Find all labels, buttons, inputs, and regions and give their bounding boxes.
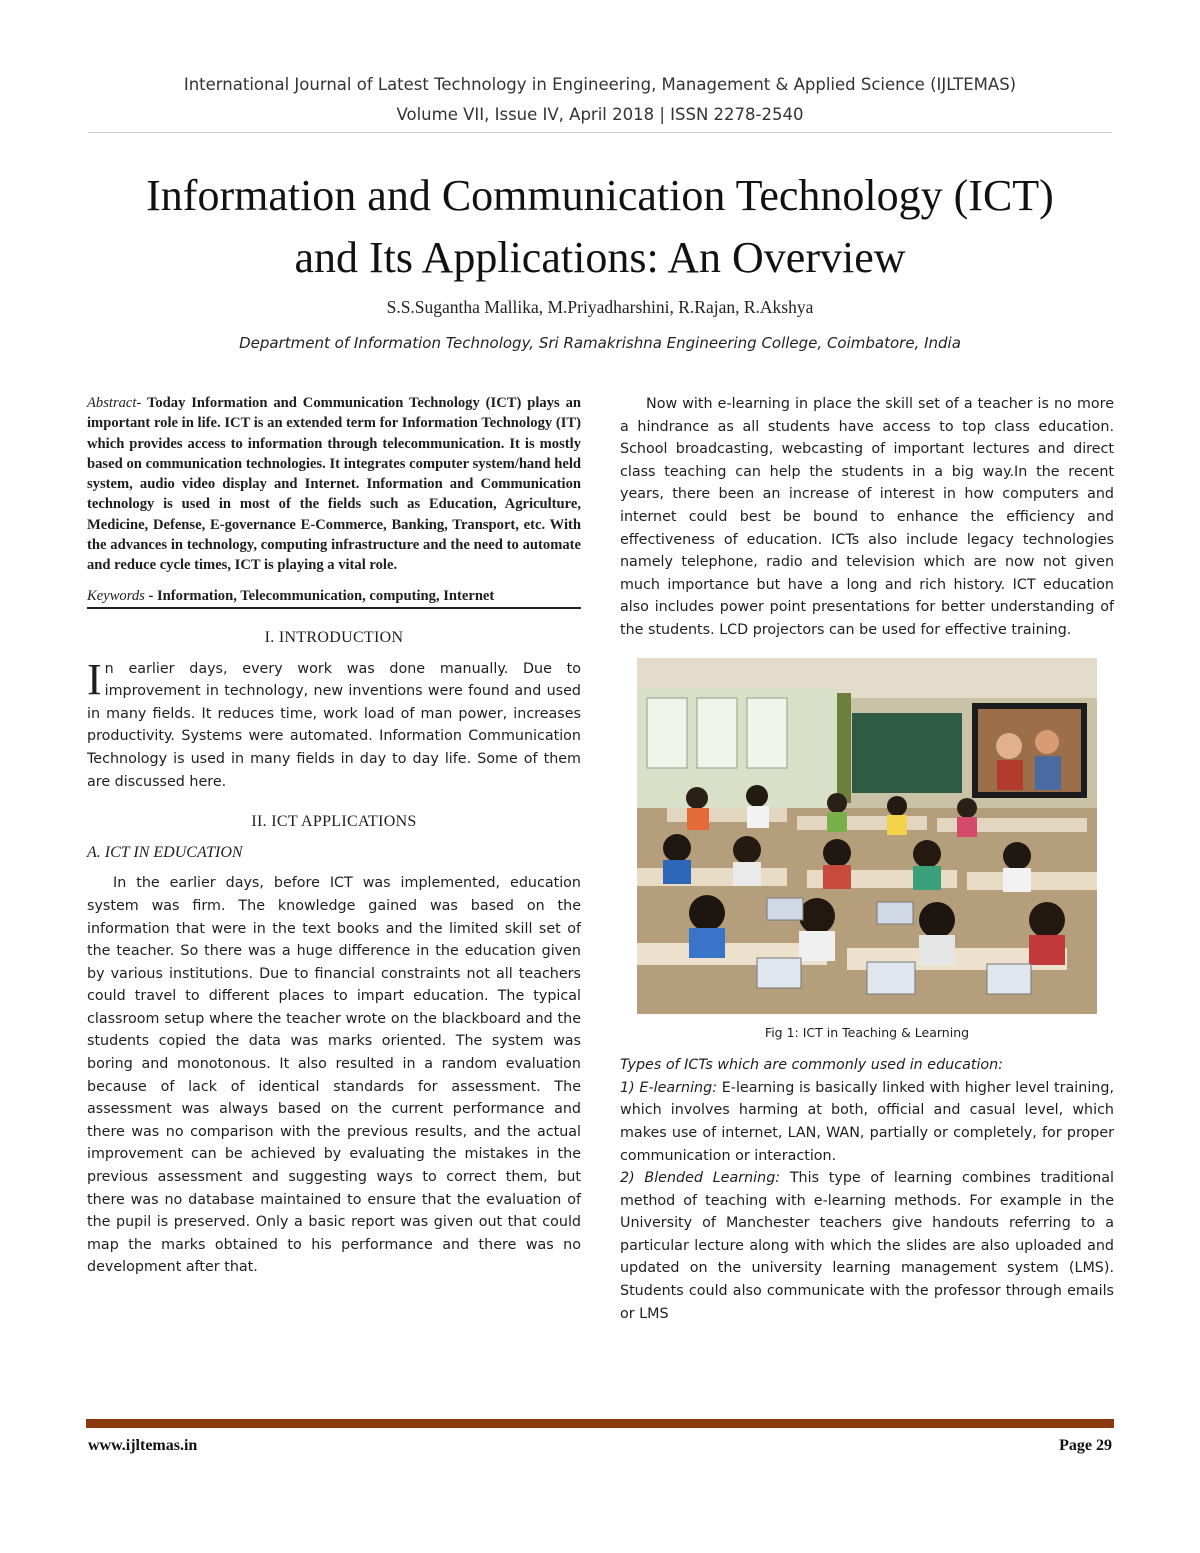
- introduction-text: n earlier days, every work was done manually. Due to improvement in technology, new inventions were found and used in many fields. It reduces time, work load of man power, increases productivity. Systems were automated. Information Communication Technology is used in many fields in day to day life. Some of them are discussed here.: [87, 660, 581, 790]
- list-item-text: This type of learning combines traditional method of teaching with e-learning methods. For example in the University of Manchester teachers give handouts referring to a particular lecture along with which the slides are also uploaded and updated on the university learning management system (LMS). Students could also communicate with the professor through emails or LMS: [620, 1170, 1114, 1322]
- abstract-label: Abstract-: [87, 395, 142, 411]
- title-line-2: and Its Applications: An Overview: [294, 233, 906, 282]
- journal-issue: Volume VII, Issue IV, April 2018 | ISSN 2278-2540: [396, 105, 804, 124]
- subsection-heading-education: A. ICT IN EDUCATION: [87, 843, 243, 861]
- classroom-photo: [637, 658, 1097, 1014]
- journal-name: International Journal of Latest Technology in Engineering, Management & Applied Science (IJLTEMAS): [183, 75, 1017, 94]
- list-item-blended-learning: [620, 1167, 1114, 1325]
- education-paragraph-1: In the earlier days, before ICT was implemented, education system was firm. The knowledge gained was based on the information that were in the text books and the limited skill set of the teacher. So there was a huge difference in the education given by various institutions. Due to financial constraints not all teachers could travel to different places to impart education. The typical classroom setup where the teacher wrote on the blackboard and the students copied the data was marks oriented. The system was boring and monotonous. It also resulted in a random evaluation because of lack of identical standards for assessment. The assessment was always based on the current performance and there was no comparison with the previous results, and the actual improvement can be achieved by evaluating the mistakes in the previous assessment and suggesting ways to correct them, but there was no database maintained to ensure that the evaluation of the pupil is preserved. Only a basic report was given out that could map the marks obtained to his performance and there was no development after that.: [87, 875, 581, 1276]
- authors: S.S.Sugantha Mallika, M.Priyadharshini, R.Rajan, R.Akshya: [386, 297, 814, 317]
- introduction-paragraph: [87, 654, 581, 794]
- list-item-label: 2) Blended Learning:: [620, 1170, 781, 1187]
- footer-divider: [86, 1419, 1114, 1428]
- classroom-illustration: [637, 658, 1097, 1014]
- figure-caption: Fig 1: ICT in Teaching & Learning: [764, 1024, 970, 1040]
- keywords: [87, 586, 581, 609]
- paper-title: [60, 165, 1140, 289]
- drop-cap: I: [87, 654, 102, 704]
- journal-header: [88, 70, 1112, 130]
- abstract: [87, 393, 581, 576]
- types-heading: Types of ICTs which are commonly used in education:: [620, 1057, 1004, 1074]
- keywords-label: Keywords: [87, 587, 145, 604]
- list-item-elearning: [620, 1077, 1114, 1167]
- list-item-text: E-learning is basically linked with higher level training, which involves harming at both, official and casual level, which makes use of internet, LAN, WAN, partially or completely, for proper communication or interaction.: [620, 1079, 1114, 1164]
- right-column: [620, 393, 1114, 1325]
- footer-website: www.ijltemas.in: [88, 1437, 198, 1454]
- education-paragraph-2: Now with e-learning in place the skill set of a teacher is no more a hindrance as all students have access to top class education. School broadcasting, webcasting of important lectures and direct class teaching can help the students in a big way.In the recent years, there been an increase of interest in how computers and internet could best be bound to enhance the efficiency and effectiveness of education. ICTs also include legacy technologies namely telephone, radio and television which are now not given much importance but have a long and rich history. ICT education also includes power point presentations for better understanding of the students. LCD projectors can be used for effective training.: [620, 396, 1114, 638]
- abstract-text: Today Information and Communication Technology (ICT) plays an important role in life. ICT is an extended term for Information Technology (IT) which provides access to information through telecommunication. It is mostly based on communication technologies. It integrates computer system/hand held system, audio video display and Internet. Information and Communication technology is used in most of the fields such as Education, Agriculture, Medicine, Defense, E-governance E-Commerce, Banking, Transport, etc. With the advances in technology, computing infrastructure and the need to automate and reduce cycle times, ICT is playing a vital role.: [87, 395, 581, 574]
- header-divider: [88, 132, 1112, 133]
- section-heading-applications: II. ICT APPLICATIONS: [251, 813, 417, 831]
- keywords-text: - Information, Telecommunication, computing, Internet: [144, 587, 495, 604]
- title-line-1: Information and Communication Technology (ICT): [146, 171, 1054, 220]
- section-heading-introduction: I. INTRODUCTION: [264, 628, 404, 646]
- footer-page-number: Page 29: [1059, 1437, 1112, 1454]
- list-item-label: 1) E-learning:: [620, 1079, 718, 1096]
- left-column: [87, 393, 581, 1279]
- affiliation: Department of Information Technology, Sri Ramakrishna Engineering College, Coimbatore, India: [239, 334, 961, 352]
